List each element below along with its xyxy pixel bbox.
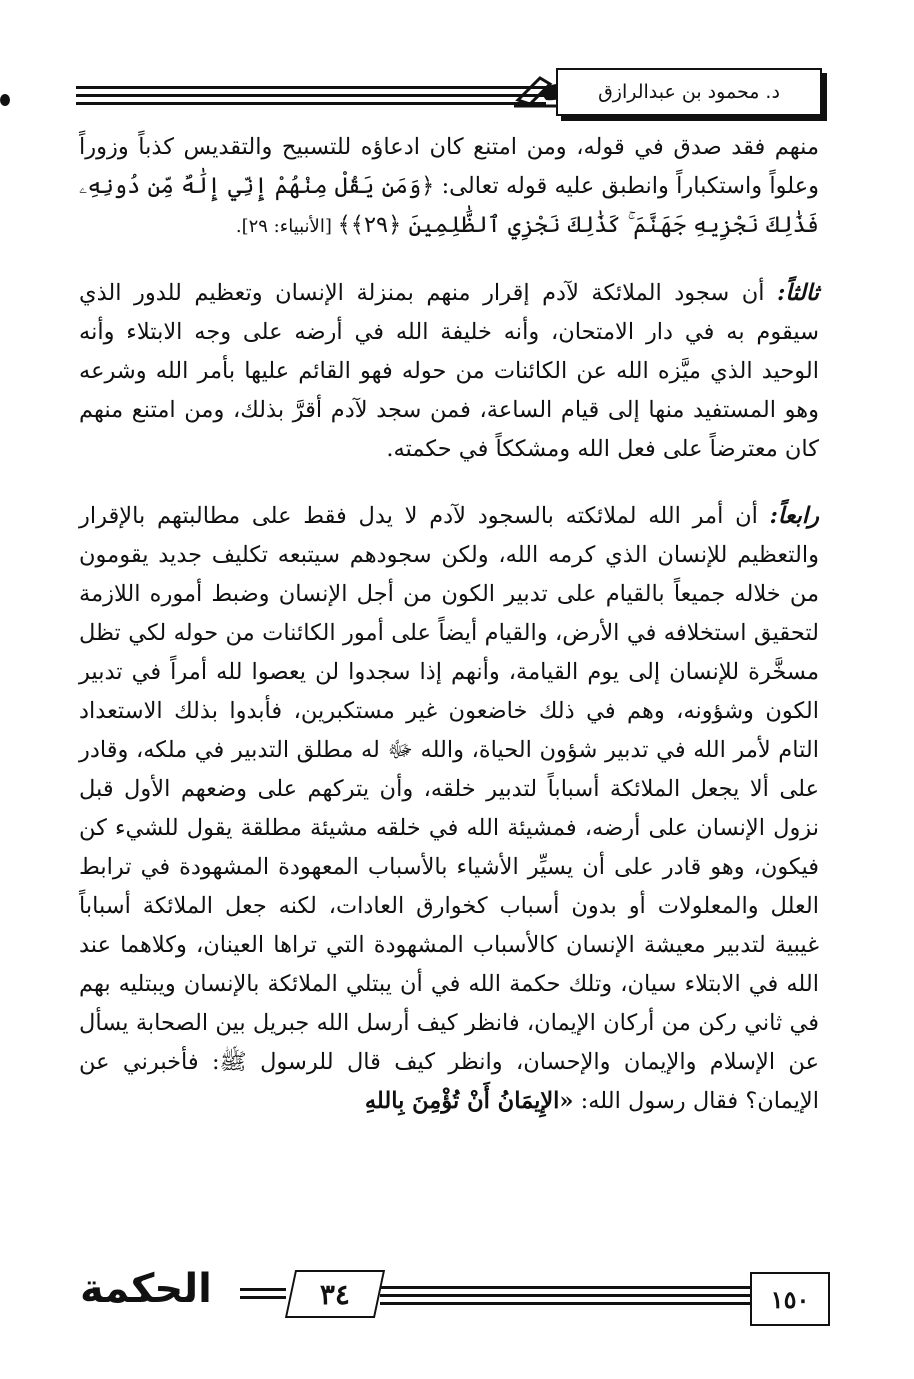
author-name: د. محمود بن عبدالرازق: [598, 81, 780, 103]
text-segment-quran: ﴿وَمَن يَقُلْ مِنْهُمْ إِنِّي إِلَٰهٌ مِّن دُونِهِۦ فَذَٰلِكَ نَجْزِيهِ جَهَنَّمَ ۚ كَذَٰلِكَ نَجْزِي ٱلظَّٰلِمِينَ ﴿٢٩﴾﴾: [79, 173, 819, 238]
magazine-logo: الحكمة: [80, 1266, 212, 1312]
text-segment-lead: رابعاً:: [769, 503, 819, 529]
text-segment-lead: ثالثاً:: [777, 280, 819, 306]
paragraph: [79, 497, 819, 1121]
paragraph: [79, 274, 819, 469]
paragraph: [79, 128, 819, 246]
text-segment-normal: أن أمر الله لملائكته بالسجود لآدم لا يدل فقط على مطالبتهم بالإقرار والتعظيم للإنسان الذي كرمه الله، ولكن سجودهم سيتبعه تكليف جديد يقومون من خلاله جميعاً بالقيام على تدبير الكون من أجل الإنسان وضبط أموره اللازمة لتحقيق استخلافه في الأرض، والقيام أيضاً على أمور الكائنات من حوله لكي تظل مسخَّرة للإنسان إلى يوم القيامة، وأنهم إذا سجدوا لن يعصوا لله أمراً في تدبير الكون وشؤونه، وهم في ذلك خاضعون غير مستكبرين، فأبدوا بذلك الاستعداد التام لأمر الله في تدبير شؤون الحياة، والله ﷻ له مطلق التدبير في ملكه، وقادر على ألا يجعل الملائكة أسباباً لتدبير خلقه، وأن يتركهم على وضعهم الأول قبل نزول الإنسان على أرضه، فمشيئة الله في خلقه مشيئة مطلقة يقول للشيء كن فيكون، وهو قادر على أن يسيِّر الأشياء بالأسباب المعهودة المشهودة في ترابط العلل والمعلولات أو بدون أسباب كخوارق العادات، لكنه جعل الملائكة أسباباً غيبية لتدبير معيشة الإنسان كالأسباب المشهودة التي تراها العينان، وكلاهما عند الله في الابتلاء سيان، وتلك حكمة الله في أن يبتلي الملائكة بالإنسان ويبتليه بهم في ثاني ركن من أركان الإيمان، فانظر كيف أرسل الله جبريل بين الصحابة يسأل عن الإسلام والإيمان والإحسان، وانظر كيف قال للرسول ﷺ: فأخبرني عن الإيمان؟ فقال رسول الله:: [79, 503, 819, 1114]
footer-rule-right-middle: [380, 1294, 752, 1297]
text-segment-ref: [الأنبياء: ٢٩].: [235, 216, 338, 237]
page-number: ١٥٠: [770, 1284, 810, 1314]
header-rule-top: [76, 86, 546, 89]
header-rule-middle: [76, 94, 546, 97]
footer-rule-right-bottom: [380, 1302, 752, 1305]
footer-rule-left-top: [240, 1288, 286, 1291]
author-name-box: [556, 68, 822, 116]
text-segment-normal: أن سجود الملائكة لآدم إقرار منهم بمنزلة الإنسان وتعظيم للدور الذي سيقوم به في دار الامتحان، وأنه خليفة الله في أرضه على وجه الابتلاء وأنه الوحيد الذي ميَّزه الله عن الكائنات من حوله فهو القائم عليها بأمر الله وشرعه وهو المستفيد منها إلى قيام الساعة، فمن سجد لآدم أقرَّ بذلك، ومن امتنع منهم كان معترضاً على فعل الله ومشككاً في حكمته.: [79, 280, 819, 462]
page-footer: [80, 1262, 830, 1332]
text-segment-normal: منهم فقد صدق في قوله، ومن امتنع كان ادعاؤه للتسبيح والتقديس كذباً وزوراً وعلواً واستكباراً وانطبق عليه قوله تعالى:: [79, 134, 819, 199]
footer-rule-left-bottom: [240, 1296, 286, 1299]
page-header: [70, 62, 840, 122]
text-segment-bold: «الإِيمَانُ أَنْ تُؤْمِنَ بِاللهِ: [364, 1088, 574, 1114]
issue-number: ٣٤: [319, 1277, 351, 1311]
article-body: [79, 128, 819, 1149]
issue-number-box: [285, 1270, 385, 1318]
footer-rule-right-top: [380, 1286, 752, 1289]
margin-mark: [0, 94, 10, 106]
header-rule-bottom: [76, 102, 546, 105]
page-number-box: [750, 1272, 830, 1326]
